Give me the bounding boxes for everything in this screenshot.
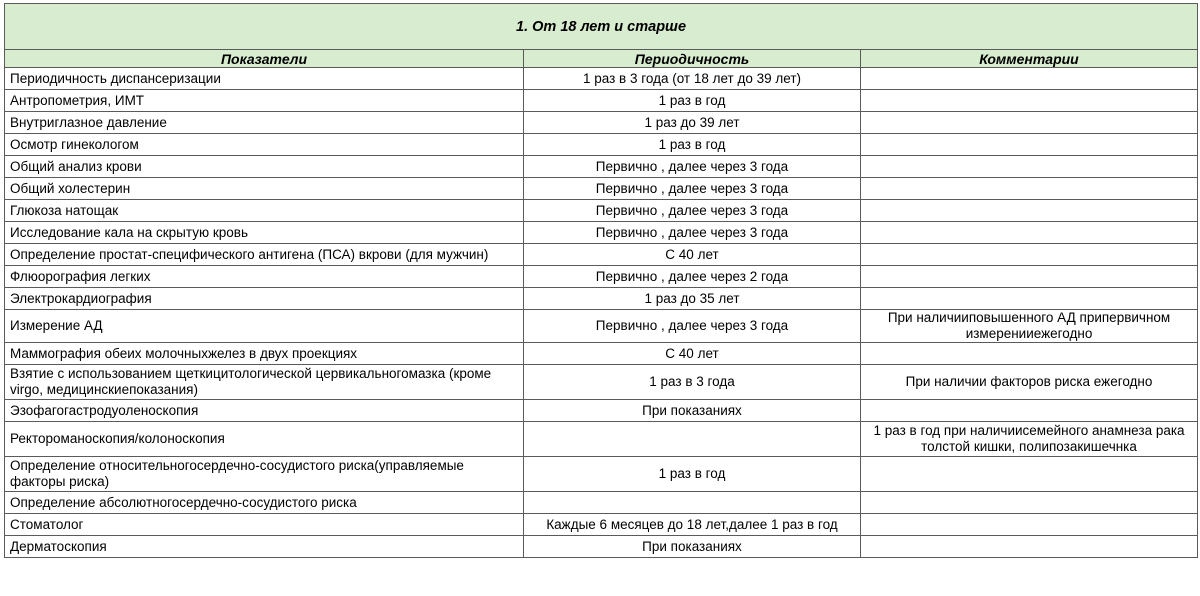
indicator-cell: Определение абсолютногосердечно-сосудистого риска <box>5 492 524 514</box>
periodicity-cell: Первично , далее через 3 года <box>524 178 861 200</box>
table-row <box>5 536 1198 558</box>
table-row <box>5 288 1198 310</box>
comment-cell <box>861 288 1198 310</box>
table-row <box>5 90 1198 112</box>
table-row <box>5 200 1198 222</box>
indicator-cell: Дерматоскопия <box>5 536 524 558</box>
table-row <box>5 222 1198 244</box>
screening-table <box>4 3 1198 558</box>
column-header-periodicity: Периодичность <box>524 50 861 68</box>
indicator-cell: Взятие с использованием щеткицитологической цервикальногомазка (кроме virgo, медицинскиепоказания) <box>5 365 524 400</box>
indicator-cell: Внутриглазное давление <box>5 112 524 134</box>
periodicity-cell <box>524 422 861 457</box>
indicator-cell: Антропометрия, ИМТ <box>5 90 524 112</box>
table-row <box>5 422 1198 457</box>
comment-cell <box>861 90 1198 112</box>
comment-cell: При наличииповышенного АД припервичном измеренииежегодно <box>861 310 1198 343</box>
periodicity-cell: При показаниях <box>524 400 861 422</box>
periodicity-cell: С 40 лет <box>524 244 861 266</box>
comment-cell <box>861 536 1198 558</box>
table-row <box>5 343 1198 365</box>
comment-cell <box>861 244 1198 266</box>
periodicity-cell: 1 раз до 35 лет <box>524 288 861 310</box>
table-row <box>5 310 1198 343</box>
indicator-cell: Маммография обеих молочныхжелез в двух проекциях <box>5 343 524 365</box>
column-header-indicator: Показатели <box>5 50 524 68</box>
indicator-cell: Измерение АД <box>5 310 524 343</box>
indicator-cell: Электрокардиография <box>5 288 524 310</box>
comment-cell <box>861 156 1198 178</box>
indicator-cell: Осмотр гинекологом <box>5 134 524 156</box>
comment-cell <box>861 112 1198 134</box>
comment-cell: При наличии факторов риска ежегодно <box>861 365 1198 400</box>
comment-cell: 1 раз в год при наличиисемейного анамнеза рака толстой кишки, полипозакишечнка <box>861 422 1198 457</box>
comment-cell <box>861 178 1198 200</box>
table-row <box>5 514 1198 536</box>
comment-cell <box>861 400 1198 422</box>
comment-cell <box>861 68 1198 90</box>
indicator-cell: Общий анализ крови <box>5 156 524 178</box>
comment-cell <box>861 457 1198 492</box>
indicator-cell: Определение относительногосердечно-сосудистого риска(управляемые факторы риска) <box>5 457 524 492</box>
indicator-cell: Глюкоза натощак <box>5 200 524 222</box>
periodicity-cell: Первично , далее через 3 года <box>524 200 861 222</box>
table-row <box>5 112 1198 134</box>
comment-cell <box>861 134 1198 156</box>
periodicity-cell: Первично , далее через 3 года <box>524 222 861 244</box>
comment-cell <box>861 222 1198 244</box>
indicator-cell: Общий холестерин <box>5 178 524 200</box>
periodicity-cell: 1 раз в год <box>524 134 861 156</box>
table-row <box>5 492 1198 514</box>
periodicity-cell: При показаниях <box>524 536 861 558</box>
comment-cell <box>861 200 1198 222</box>
comment-cell <box>861 492 1198 514</box>
table-title: 1. От 18 лет и старше <box>5 4 1198 50</box>
table-row <box>5 457 1198 492</box>
table-row <box>5 68 1198 90</box>
periodicity-cell: 1 раз в год <box>524 457 861 492</box>
periodicity-cell <box>524 492 861 514</box>
indicator-cell: Эзофагогастродуоленоскопия <box>5 400 524 422</box>
periodicity-cell: С 40 лет <box>524 343 861 365</box>
indicator-cell: Исследование кала на скрытую кровь <box>5 222 524 244</box>
periodicity-cell: 1 раз в 3 года <box>524 365 861 400</box>
periodicity-cell: 1 раз в 3 года (от 18 лет до 39 лет) <box>524 68 861 90</box>
periodicity-cell: Первично , далее через 2 года <box>524 266 861 288</box>
indicator-cell: Флюорография легких <box>5 266 524 288</box>
table-row <box>5 400 1198 422</box>
table-row <box>5 365 1198 400</box>
indicator-cell: Периодичность диспансеризации <box>5 68 524 90</box>
periodicity-cell: Первично , далее через 3 года <box>524 156 861 178</box>
periodicity-cell: Первично , далее через 3 года <box>524 310 861 343</box>
indicator-cell: Определение простат-специфического антигена (ПСА) вкрови (для мужчин) <box>5 244 524 266</box>
table-row <box>5 266 1198 288</box>
periodicity-cell: 1 раз до 39 лет <box>524 112 861 134</box>
table-row <box>5 178 1198 200</box>
table-row <box>5 156 1198 178</box>
periodicity-cell: 1 раз в год <box>524 90 861 112</box>
periodicity-cell: Каждые 6 месяцев до 18 лет,далее 1 раз в год <box>524 514 861 536</box>
comment-cell <box>861 266 1198 288</box>
comment-cell <box>861 343 1198 365</box>
table-row <box>5 134 1198 156</box>
indicator-cell: Стоматолог <box>5 514 524 536</box>
indicator-cell: Ректороманоскопия/колоноскопия <box>5 422 524 457</box>
column-header-comments: Комментарии <box>861 50 1198 68</box>
comment-cell <box>861 514 1198 536</box>
table-row <box>5 244 1198 266</box>
